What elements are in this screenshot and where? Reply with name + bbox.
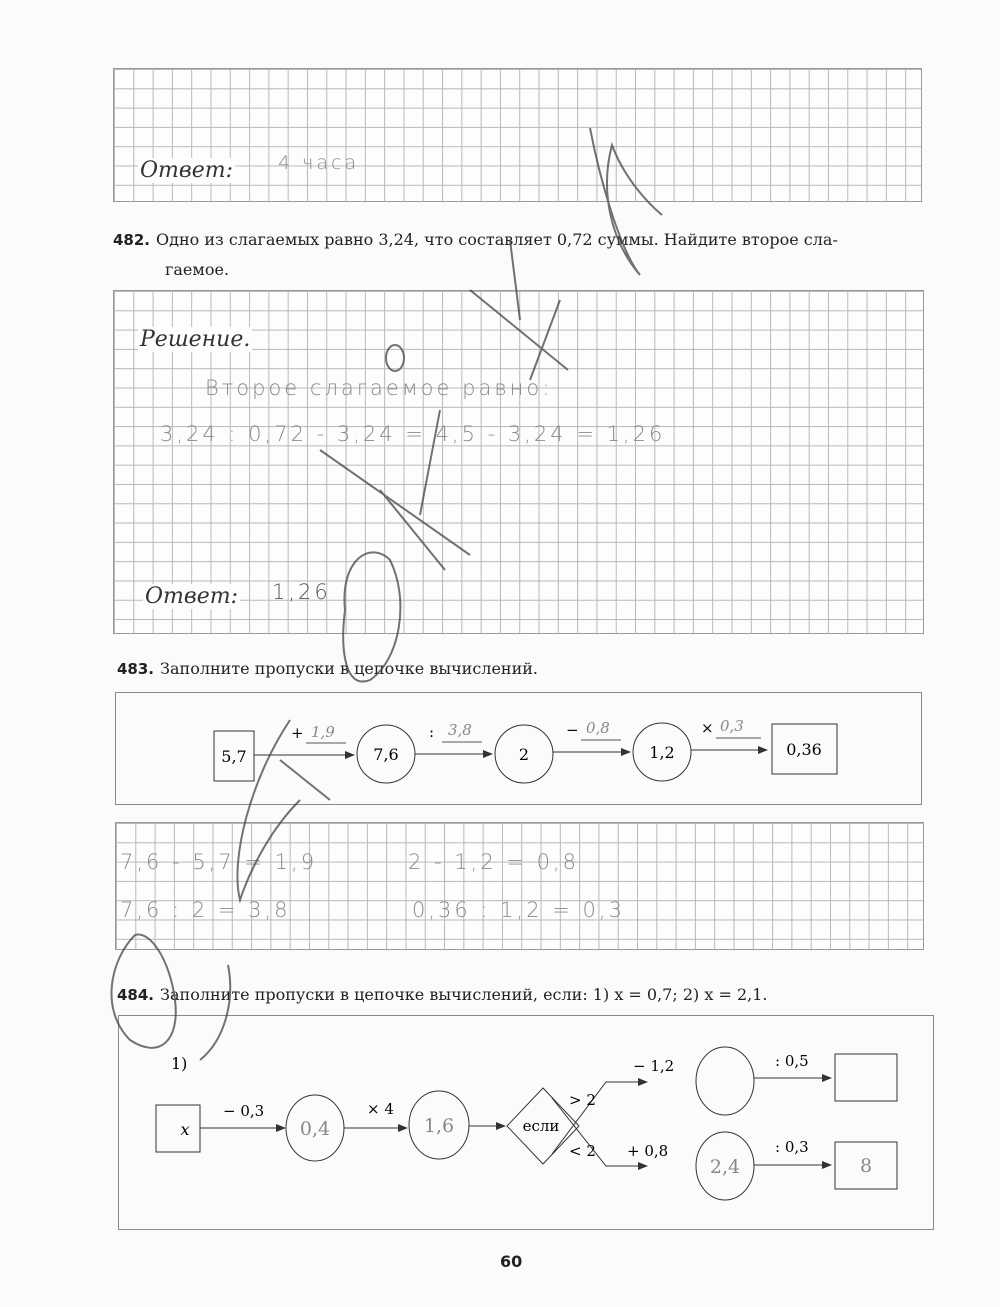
handwritten-work: 7,6 : 2 = 3,8: [120, 898, 291, 922]
answer-label: Ответ:: [145, 584, 238, 609]
task-text: Одно из слагаемых равно 3,24, что составляет 0,72 суммы. Найдите второе сла-: [156, 230, 838, 249]
end-value: 8: [859, 1155, 873, 1177]
op: :: [429, 723, 435, 741]
solution-label: Решение.: [140, 327, 251, 352]
gt-label: > 2: [569, 1091, 596, 1109]
handwritten-work: 2 - 1,2 = 0,8: [408, 850, 580, 874]
start-box: [156, 1105, 200, 1152]
node-value: 7,6: [373, 745, 399, 764]
chain-svg: [116, 693, 921, 804]
work-grid-483: [115, 822, 924, 950]
filled-value: 0,3: [720, 717, 744, 735]
task-text: Заполните пропуски в цепочке вычислений, если: 1) x = 0,7; 2) x = 2,1.: [160, 985, 768, 1004]
lt-label: < 2: [569, 1142, 596, 1160]
task-text-cont: гаемое.: [165, 260, 230, 279]
task-number: 483.: [117, 660, 155, 678]
node-empty: [696, 1047, 754, 1115]
chain-diagram-483: [115, 692, 922, 805]
op: ×: [701, 719, 714, 737]
task-number: 484.: [117, 986, 155, 1004]
handwritten-work: 0,36 : 1,2 = 0,3: [412, 898, 625, 922]
part-label: 1): [171, 1054, 188, 1073]
start-value: 5,7: [221, 747, 247, 766]
op: : 0,5: [775, 1052, 809, 1070]
filled-value: 1,9: [311, 723, 335, 741]
handwritten-calculation: 3,24 : 0,72 - 3,24 = 4,5 - 3,24 = 1,26: [160, 422, 666, 446]
node-value: 2,4: [709, 1156, 741, 1178]
answer-handwritten: 4 часа: [278, 152, 360, 174]
op: − 0,3: [223, 1102, 265, 1120]
op: × 4: [367, 1100, 394, 1118]
start-value: x: [180, 1120, 190, 1139]
task-text: Заполните пропуски в цепочке вычислений.: [160, 659, 538, 678]
end-box-empty: [835, 1054, 897, 1101]
node-value: 1,2: [649, 743, 675, 762]
op: − 1,2: [633, 1057, 675, 1075]
task-484-text: [117, 980, 767, 1010]
answer-handwritten: 1,26: [272, 580, 331, 604]
node-value: 0,4: [299, 1118, 331, 1140]
condition-label: если: [522, 1117, 560, 1135]
task-number: 482.: [113, 231, 151, 249]
op: : 0,3: [775, 1138, 809, 1156]
node-value: 1,6: [423, 1115, 455, 1137]
page-number: 60: [500, 1252, 523, 1271]
op: −: [566, 721, 579, 739]
op: + 0,8: [627, 1142, 669, 1160]
chain-svg: [119, 1016, 933, 1229]
end-value: 0,36: [786, 740, 822, 759]
task-483-text: [117, 654, 538, 684]
filled-value: 0,8: [586, 719, 610, 737]
op: +: [291, 724, 304, 742]
filled-value: 3,8: [448, 721, 472, 739]
node-value: 2: [518, 745, 530, 764]
task-482-text: [113, 225, 928, 285]
handwritten-line: Второе слагаемое равно:: [205, 376, 553, 400]
handwritten-work: 7,6 - 5,7 = 1,9: [120, 850, 318, 874]
answer-label: Ответ:: [140, 158, 233, 183]
chain-diagram-484: [118, 1015, 934, 1230]
